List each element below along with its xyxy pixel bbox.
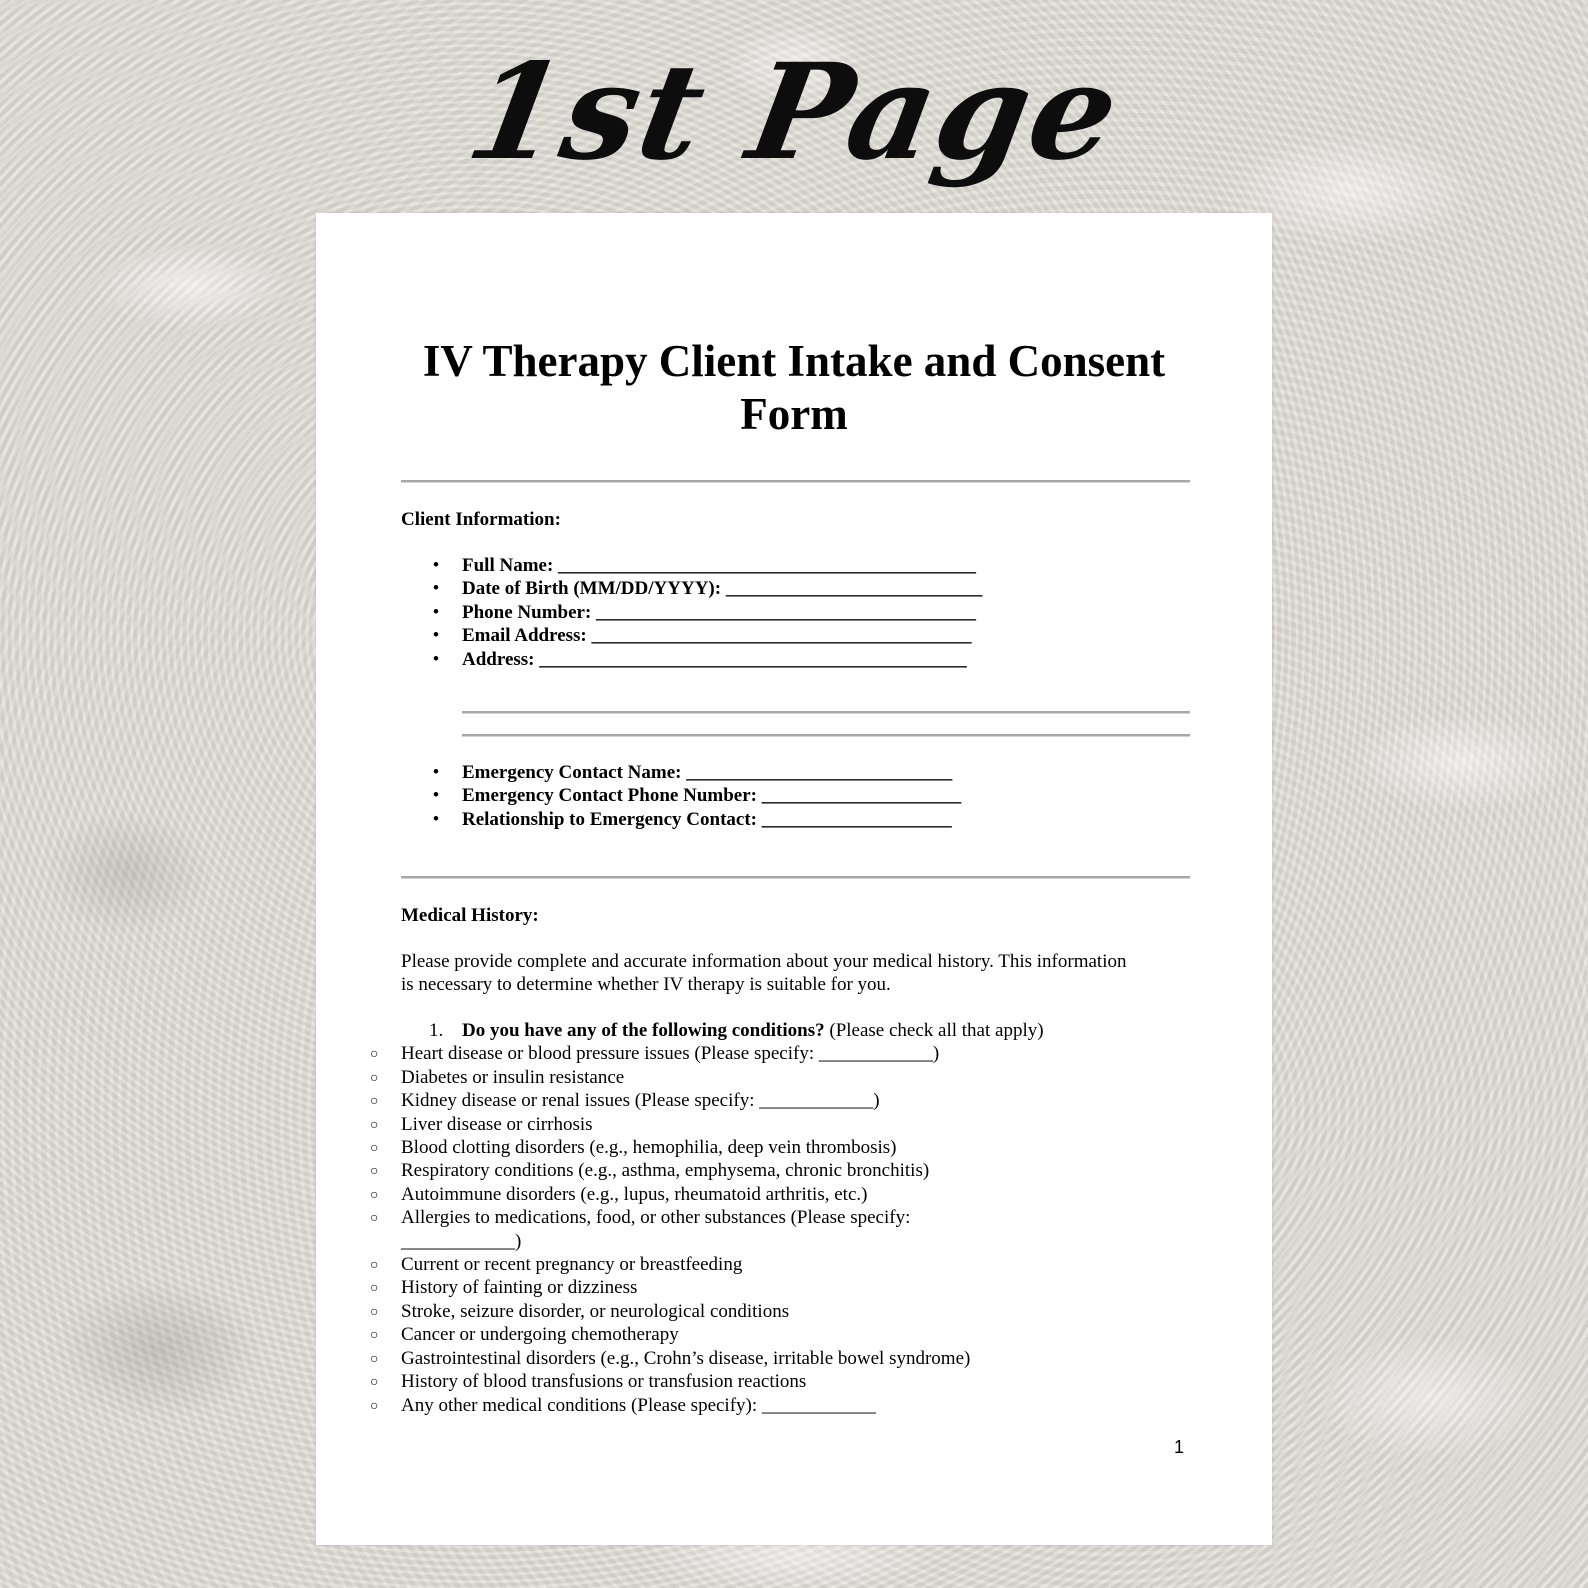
- condition-label: Allergies to medications, food, or other substances (Please specify: ____________): [401, 1207, 911, 1252]
- circle-bullet-icon: ○: [370, 1141, 379, 1157]
- document-title: [316, 335, 1272, 441]
- condition-label: History of blood transfusions or transfusion reactions: [401, 1371, 807, 1393]
- email-address-field[interactable]: [426, 624, 982, 647]
- circle-bullet-icon: ○: [370, 1398, 379, 1414]
- condition-label: Respiratory conditions (e.g., asthma, emphysema, chronic bronchitis): [401, 1160, 930, 1182]
- circle-bullet-icon: ○: [370, 1187, 379, 1203]
- condition-label: Autoimmune disorders (e.g., lupus, rheumatoid arthritis, etc.): [401, 1183, 868, 1205]
- condition-item[interactable]: [370, 1136, 1021, 1159]
- conditions-list: [370, 1042, 1201, 1417]
- section-divider: [401, 876, 1190, 879]
- condition-label: Gastrointestinal disorders (e.g., Crohn’s disease, irritable bowel syndrome): [401, 1347, 971, 1369]
- circle-bullet-icon: ○: [370, 1117, 379, 1133]
- phone-number-field[interactable]: [426, 601, 982, 624]
- condition-label: History of fainting or dizziness: [401, 1277, 638, 1299]
- condition-label: Any other medical conditions (Please specify): ____________: [401, 1394, 876, 1416]
- bullet-icon: •: [432, 578, 440, 600]
- condition-item[interactable]: [370, 1394, 1021, 1417]
- circle-bullet-icon: ○: [370, 1328, 379, 1344]
- condition-label: Cancer or undergoing chemotherapy: [401, 1324, 679, 1346]
- conditions-question: [370, 1019, 1201, 1417]
- bullet-icon: •: [432, 555, 440, 576]
- client-info-fields: [426, 554, 982, 671]
- field-label: Relationship to Emergency Contact: ____________________: [462, 808, 952, 830]
- document-title-line: Form: [740, 389, 848, 439]
- client-info-heading: Client Information:: [401, 509, 561, 530]
- condition-label: Blood clotting disorders (e.g., hemophilia, deep vein thrombosis): [401, 1137, 897, 1159]
- condition-item[interactable]: [370, 1159, 1021, 1182]
- circle-bullet-icon: ○: [370, 1070, 379, 1086]
- emergency-relationship-field[interactable]: [426, 808, 961, 831]
- circle-bullet-icon: ○: [370, 1375, 379, 1391]
- circle-bullet-icon: ○: [370, 1304, 379, 1320]
- question-text: Do you have any of the following conditions?: [462, 1020, 825, 1041]
- field-label: Address: _____________________________________________: [462, 648, 967, 670]
- address-field[interactable]: [426, 648, 982, 671]
- condition-item[interactable]: [370, 1206, 1021, 1253]
- condition-item[interactable]: [370, 1089, 1021, 1112]
- circle-bullet-icon: ○: [370, 1047, 379, 1063]
- condition-label: Current or recent pregnancy or breastfeeding: [401, 1254, 743, 1276]
- condition-item[interactable]: [370, 1183, 1021, 1206]
- condition-label: Diabetes or insulin resistance: [401, 1066, 625, 1088]
- circle-bullet-icon: ○: [370, 1281, 379, 1297]
- bullet-icon: •: [432, 785, 440, 807]
- circle-bullet-icon: ○: [370, 1094, 379, 1110]
- circle-bullet-icon: ○: [370, 1258, 379, 1274]
- condition-item[interactable]: [370, 1276, 1021, 1299]
- condition-item[interactable]: [370, 1253, 1021, 1276]
- medical-history-intro: [401, 950, 1191, 997]
- bullet-icon: •: [432, 808, 440, 830]
- question-line: [401, 1019, 1201, 1042]
- circle-bullet-icon: ○: [370, 1211, 379, 1227]
- intro-line: Please provide complete and accurate information about your medical history. This information: [401, 951, 1127, 972]
- field-label: Date of Birth (MM/DD/YYYY): ___________________________: [462, 578, 983, 600]
- page-banner-title: 1st Page: [457, 35, 1132, 190]
- condition-label: Heart disease or blood pressure issues (Please specify: ____________): [401, 1043, 940, 1065]
- document-title-line: IV Therapy Client Intake and Consent: [422, 336, 1166, 386]
- condition-label: Stroke, seizure disorder, or neurological conditions: [401, 1300, 790, 1322]
- condition-item[interactable]: [370, 1066, 1021, 1089]
- condition-item[interactable]: [370, 1042, 1021, 1065]
- address-line-3[interactable]: [462, 734, 1190, 737]
- field-label: Email Address: ________________________________________: [462, 625, 972, 647]
- emergency-contact-phone-field[interactable]: [426, 784, 961, 807]
- question-note: (Please check all that apply): [824, 1020, 1044, 1041]
- field-label: Phone Number: ________________________________________: [462, 601, 977, 623]
- emergency-contact-fields: [426, 761, 961, 831]
- condition-item[interactable]: [370, 1300, 1021, 1323]
- bullet-icon: •: [432, 762, 440, 783]
- page-number: 1: [1174, 1437, 1185, 1457]
- circle-bullet-icon: ○: [370, 1164, 379, 1180]
- question-number: 1.: [429, 1020, 444, 1041]
- document-page: [316, 213, 1272, 1545]
- condition-item[interactable]: [370, 1323, 1021, 1346]
- field-label: Emergency Contact Phone Number: _____________________: [462, 785, 962, 807]
- bullet-icon: •: [432, 648, 440, 670]
- section-divider: [401, 480, 1190, 483]
- condition-item[interactable]: [370, 1347, 1021, 1370]
- field-label: Emergency Contact Name: ____________________________: [462, 762, 953, 783]
- condition-item[interactable]: [370, 1370, 1021, 1393]
- condition-label: Liver disease or cirrhosis: [401, 1113, 593, 1135]
- bullet-icon: •: [432, 625, 440, 647]
- condition-label: Kidney disease or renal issues (Please specify: ____________): [401, 1090, 880, 1112]
- circle-bullet-icon: ○: [370, 1351, 379, 1367]
- full-name-field[interactable]: [426, 554, 982, 577]
- medical-history-heading: Medical History:: [401, 905, 539, 926]
- emergency-contact-name-field[interactable]: [426, 761, 961, 784]
- bullet-icon: •: [432, 601, 440, 623]
- address-line-2[interactable]: [462, 711, 1190, 714]
- date-of-birth-field[interactable]: [426, 577, 982, 600]
- condition-item[interactable]: [370, 1113, 1021, 1136]
- field-label: Full Name: ____________________________________________: [462, 555, 977, 576]
- intro-line: is necessary to determine whether IV therapy is suitable for you.: [401, 974, 891, 996]
